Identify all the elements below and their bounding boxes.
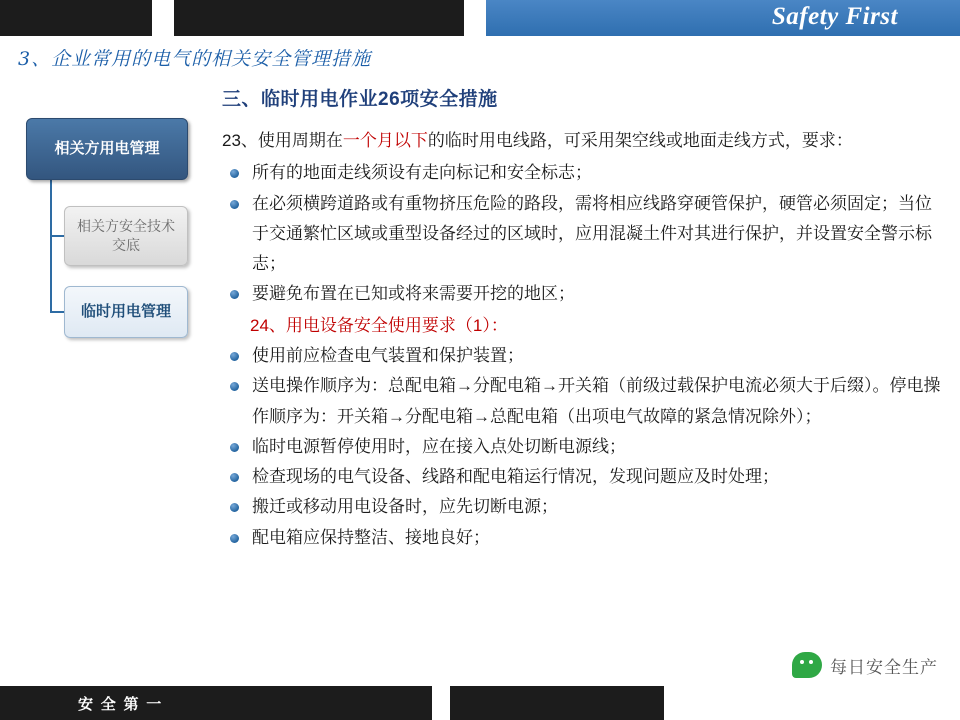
bottom-banner-segment-blank bbox=[664, 686, 960, 720]
list-item: 搬迁或移动用电设备时，应先切断电源； bbox=[222, 492, 944, 522]
paragraph-23-prefix: 23、使用周期在 bbox=[222, 131, 343, 150]
list-item: 在必须横跨道路或有重物挤压危险的路段，需将相应线路穿硬管保护，硬管必须固定；当位于交通繁忙区域或重型设备经过的区域时，应用混凝土件对其进行保护，并设置安全警示标志； bbox=[222, 189, 944, 280]
bottom-banner-gap bbox=[432, 686, 450, 720]
list-item: 使用前应检查电气装置和保护装置； bbox=[222, 341, 944, 371]
top-banner-gap-2 bbox=[464, 0, 486, 36]
list-item: 所有的地面走线须设有走向标记和安全标志； bbox=[222, 158, 944, 188]
bottom-banner-segment-left bbox=[0, 686, 432, 720]
wechat-watermark bbox=[792, 652, 938, 678]
paragraph-23-suffix: 的临时用电线路，可采用架空线或地面走线方式，要求： bbox=[427, 131, 853, 150]
footer-label: 安 全 第 一 bbox=[78, 697, 164, 713]
main-content bbox=[222, 84, 944, 553]
diagram-node-technical-disclosure[interactable]: 相关方安全技术交底 bbox=[64, 206, 188, 266]
list-item: 要避免布置在已知或将来需要开挖的地区； bbox=[222, 279, 944, 309]
diagram-node-main[interactable]: 相关方用电管理 bbox=[26, 118, 188, 180]
wechat-account-name: 每日安全生产 bbox=[830, 657, 938, 677]
top-banner-gap-1 bbox=[152, 0, 174, 36]
diagram-connector-branch-2 bbox=[50, 311, 64, 313]
diagram-connector-branch-1 bbox=[50, 235, 64, 237]
navigation-diagram bbox=[14, 118, 210, 358]
list-item: 检查现场的电气设备、线路和配电箱运行情况，发现问题应及时处理； bbox=[222, 462, 944, 492]
wechat-icon bbox=[792, 652, 822, 678]
diagram-connector-vertical bbox=[50, 180, 52, 312]
list-item: 送电操作顺序为：总配电箱→分配电箱→开关箱（前级过载保护电流必须大于后缀）。停电操作顺序为：开关箱→分配电箱→总配电箱（出项电气故障的紧急情况除外）； bbox=[222, 371, 944, 432]
heading-24: 24、用电设备安全使用要求（1）： bbox=[250, 315, 508, 335]
diagram-node-temporary-power[interactable]: 临时用电管理 bbox=[64, 286, 188, 338]
section-title: 三、临时用电作业26项安全措施 bbox=[222, 89, 498, 110]
bottom-banner-segment-right bbox=[450, 686, 664, 720]
top-banner bbox=[0, 0, 960, 36]
banner-title: Safety First bbox=[771, 3, 898, 30]
paragraph-23-highlight: 一个月以下 bbox=[342, 131, 428, 150]
paragraph-23 bbox=[222, 125, 944, 156]
bullet-list-23 bbox=[222, 158, 944, 309]
top-banner-segment-dark-mid bbox=[174, 0, 464, 36]
top-banner-segment-dark-left bbox=[0, 0, 152, 36]
list-item: 临时电源暂停使用时，应在接入点处切断电源线； bbox=[222, 432, 944, 462]
list-item: 配电箱应保持整洁、接地良好； bbox=[222, 523, 944, 553]
bottom-banner bbox=[0, 686, 960, 720]
bullet-list-24 bbox=[222, 341, 944, 553]
document-subtitle: 3、企业常用的电气的相关安全管理措施 bbox=[18, 48, 372, 70]
